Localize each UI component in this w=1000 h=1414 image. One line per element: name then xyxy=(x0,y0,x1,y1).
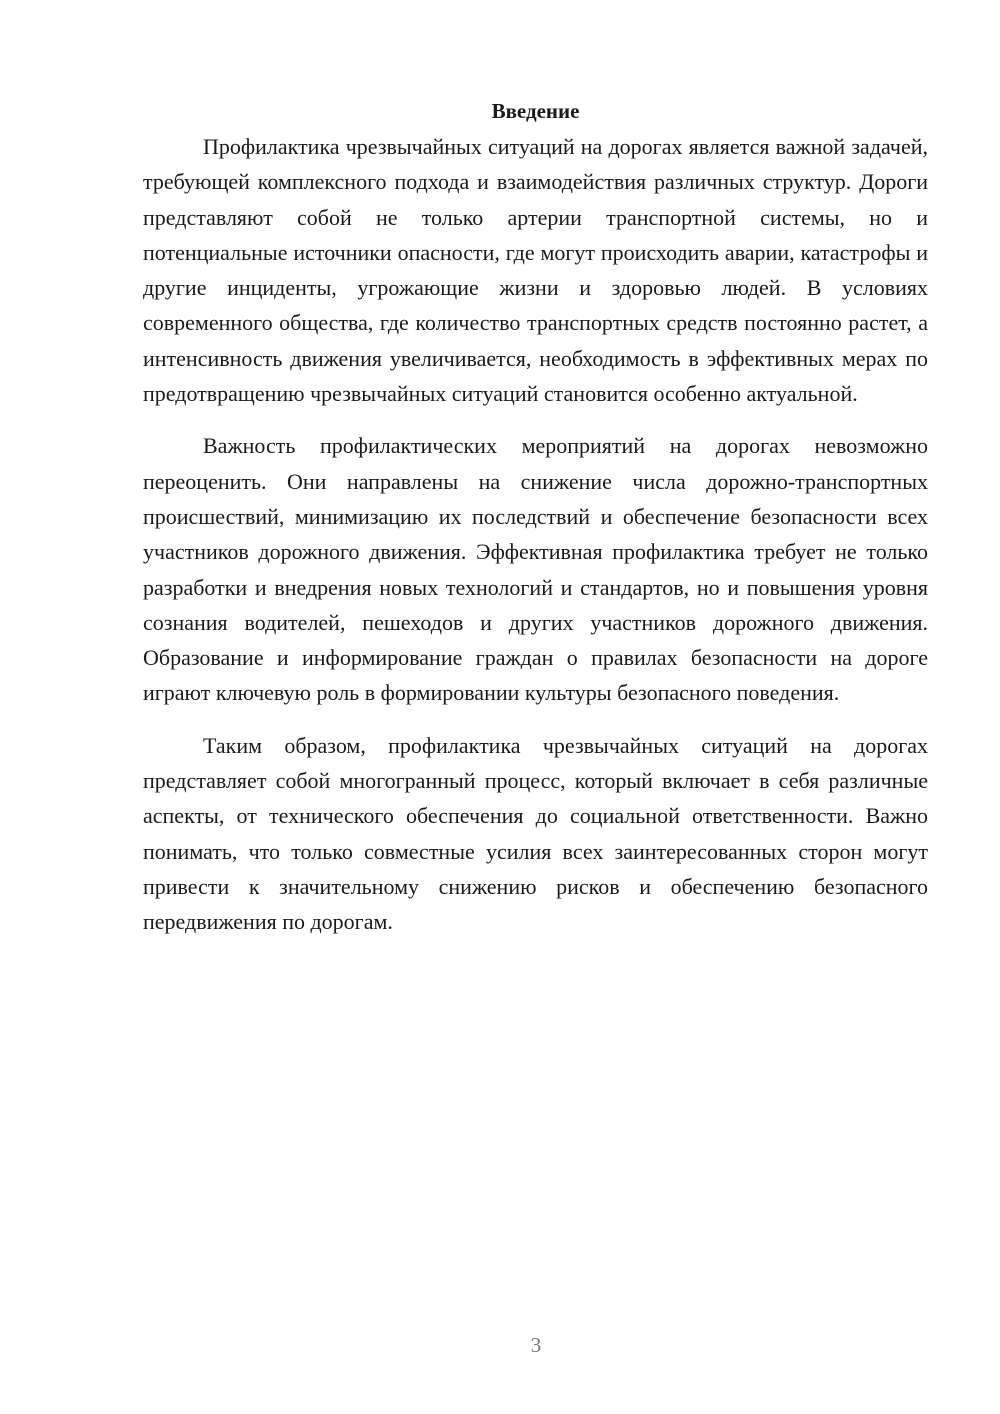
paragraph-3: Таким образом, профилактика чрезвычайных ситуаций на дорогах представляет собой многогранный процесс, который включает в себя различные аспекты, от технического обеспечения до социальной ответственности. Важно понимать, что только совместные усилия всех заинтересованных сторон могут привести к значительному снижению рисков и обеспечению безопасного передвижения по дорогам. xyxy=(143,732,928,935)
paragraph-2: Важность профилактических мероприятий на дорогах невозможно переоценить. Они направлены на снижение числа дорожно-транспортных происшествий, минимизацию их последствий и обеспечение безопасности всех участников дорожного движения. Эффективная профилактика требует не только разработки и внедрения новых технологий и стандартов, но и повышения уровня сознания водителей, пешеходов и других участников дорожного движения. Образование и информирование граждан о правилах безопасности на дороге играют ключевую роль в формировании культуры безопасного поведения. xyxy=(143,433,928,706)
section-heading: Введение xyxy=(491,99,580,123)
paragraph-1: Профилактика чрезвычайных ситуаций на дорогах является важной задачей, требующей комплексного подхода и взаимодействия различных структур. Дороги представляют собой не только артерии транспортной системы, но и потенциальные источники опасности, где могут происходить аварии, катастрофы и другие инциденты, угрожающие жизни и здоровью людей. В условиях современного общества, где количество транспортных средств постоянно растет, а интенсивность движения увеличивается, необходимость в эффективных мерах по предотвращению чрезвычайных ситуаций становится особенно актуальной. xyxy=(143,134,928,407)
page-number: 3 xyxy=(530,1333,542,1357)
page-content xyxy=(143,96,928,957)
